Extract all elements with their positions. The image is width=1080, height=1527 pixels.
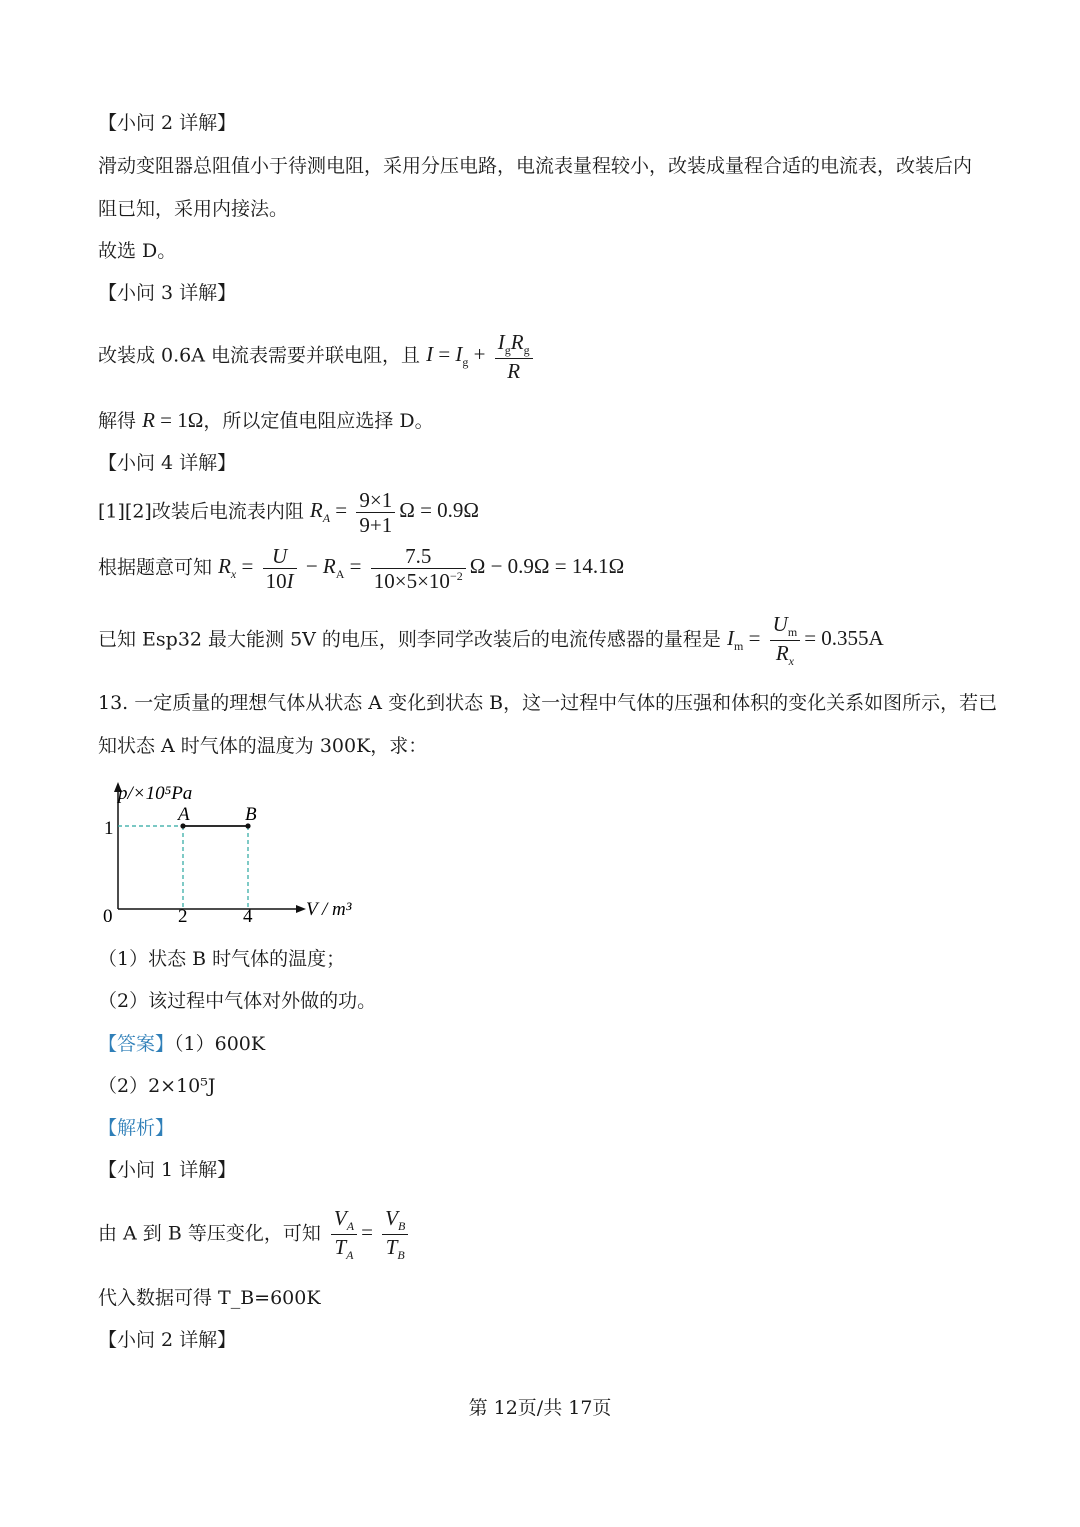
q4-text3: 已知 Esp32 最大能测 5V 的电压，则李同学改装后的电流传感器的量程是 (98, 628, 721, 651)
analysis-tag: 【解析】 (98, 1117, 175, 1139)
section-header-q3: 【小问 3 详解】 (98, 282, 237, 304)
q4-text2: 根据题意可知 (98, 556, 213, 579)
formula-r: R = 1Ω (142, 408, 204, 432)
sol-q1-text (98, 1206, 412, 1263)
origin-label: 0 (103, 906, 113, 926)
x-tick-2: 2 (178, 906, 188, 926)
question-2: （2）该过程中气体对外做的功。 (98, 990, 377, 1012)
section-header-q4: 【小问 4 详解】 (98, 452, 237, 474)
sol-q1-lead: 由 A 到 B 等压变化，可知 (98, 1222, 321, 1245)
q3-solve-prefix: 解得 (98, 410, 137, 432)
q2-text-line1: 滑动变阻器总阻值小于待测电阻，采用分压电路，电流表量程较小，改装成量程合适的电流表，改装后内 (98, 155, 973, 177)
formula-shunt: $I = I_g$ + $\frac{I_gR_g}{R}$ (426, 342, 537, 366)
question-1: （1）状态 B 时气体的温度； (98, 948, 346, 970)
answer-line2: （2）2×10⁵J (98, 1075, 216, 1097)
y-axis-label: p/×10⁵Pa (118, 783, 193, 804)
problem-text1: 一定质量的理想气体从状态 A 变化到状态 B，这一过程中气体的压强和体积的变化关系如图所示，若已 (134, 692, 998, 714)
sol-q1-header: 【小问 1 详解】 (98, 1159, 237, 1181)
formula-charles: $\frac{V_A}{T_A}$ = $\frac{V_B}{T_B}$ (327, 1220, 412, 1244)
x-tick-4: 4 (243, 906, 253, 926)
page-footer: 第 12页/共 17页 (468, 1397, 612, 1419)
problem-number: 13. (98, 692, 129, 714)
sol-q2-header: 【小问 2 详解】 (98, 1329, 237, 1351)
q3-text-with-formula (98, 330, 537, 383)
q4-text1: [1][2]改装后电流表内阻 (98, 500, 304, 523)
point-b-label: B (245, 804, 257, 825)
point-a-label: A (178, 804, 190, 825)
q2-choice: 故选 D。 (98, 240, 177, 262)
q4-text-line2 (98, 544, 624, 593)
sol-q1-result: 代入数据可得 T_B=600K (98, 1287, 321, 1309)
q2-text-line2: 阻已知，采用内接法。 (98, 198, 289, 220)
q3-solve-suffix: ，所以定值电阻应选择 D。 (203, 410, 434, 432)
pv-graph (98, 776, 368, 926)
q3-text: 改装成 0.6A 电流表需要并联电阻，且 (98, 344, 421, 367)
q3-solve (98, 410, 434, 431)
y-tick-1: 1 (104, 818, 114, 839)
x-axis-label: V / m³ (306, 899, 352, 920)
problem-13-line2: 知状态 A 时气体的温度为 300K，求： (98, 735, 428, 757)
formula-ra: $R_A$ = $\frac{9\times 1}{9+1}$ Ω = 0.9Ω (309, 488, 480, 538)
problem-13-line1 (98, 694, 997, 713)
formula-im: $I_m$ = $\frac{U_m}{R_x}$ = 0.355A (726, 612, 884, 669)
answer-tag: 【答案】 (98, 1033, 175, 1055)
q4-text-line1 (98, 488, 479, 537)
q4-text-line3 (98, 612, 884, 669)
section-header-q2: 【小问 2 详解】 (98, 112, 237, 134)
answer-line1 (98, 1035, 265, 1054)
x-axis-arrow (296, 905, 306, 913)
formula-rx: $R_x$ = $\frac{U}{10I}$ − $R_A$ = $\frac{7.5}{10\times 5\times 10^{-2}}$ Ω − 0.9Ω = 14.1Ω (218, 544, 625, 594)
answer-1: （1）600K (174, 1033, 266, 1055)
